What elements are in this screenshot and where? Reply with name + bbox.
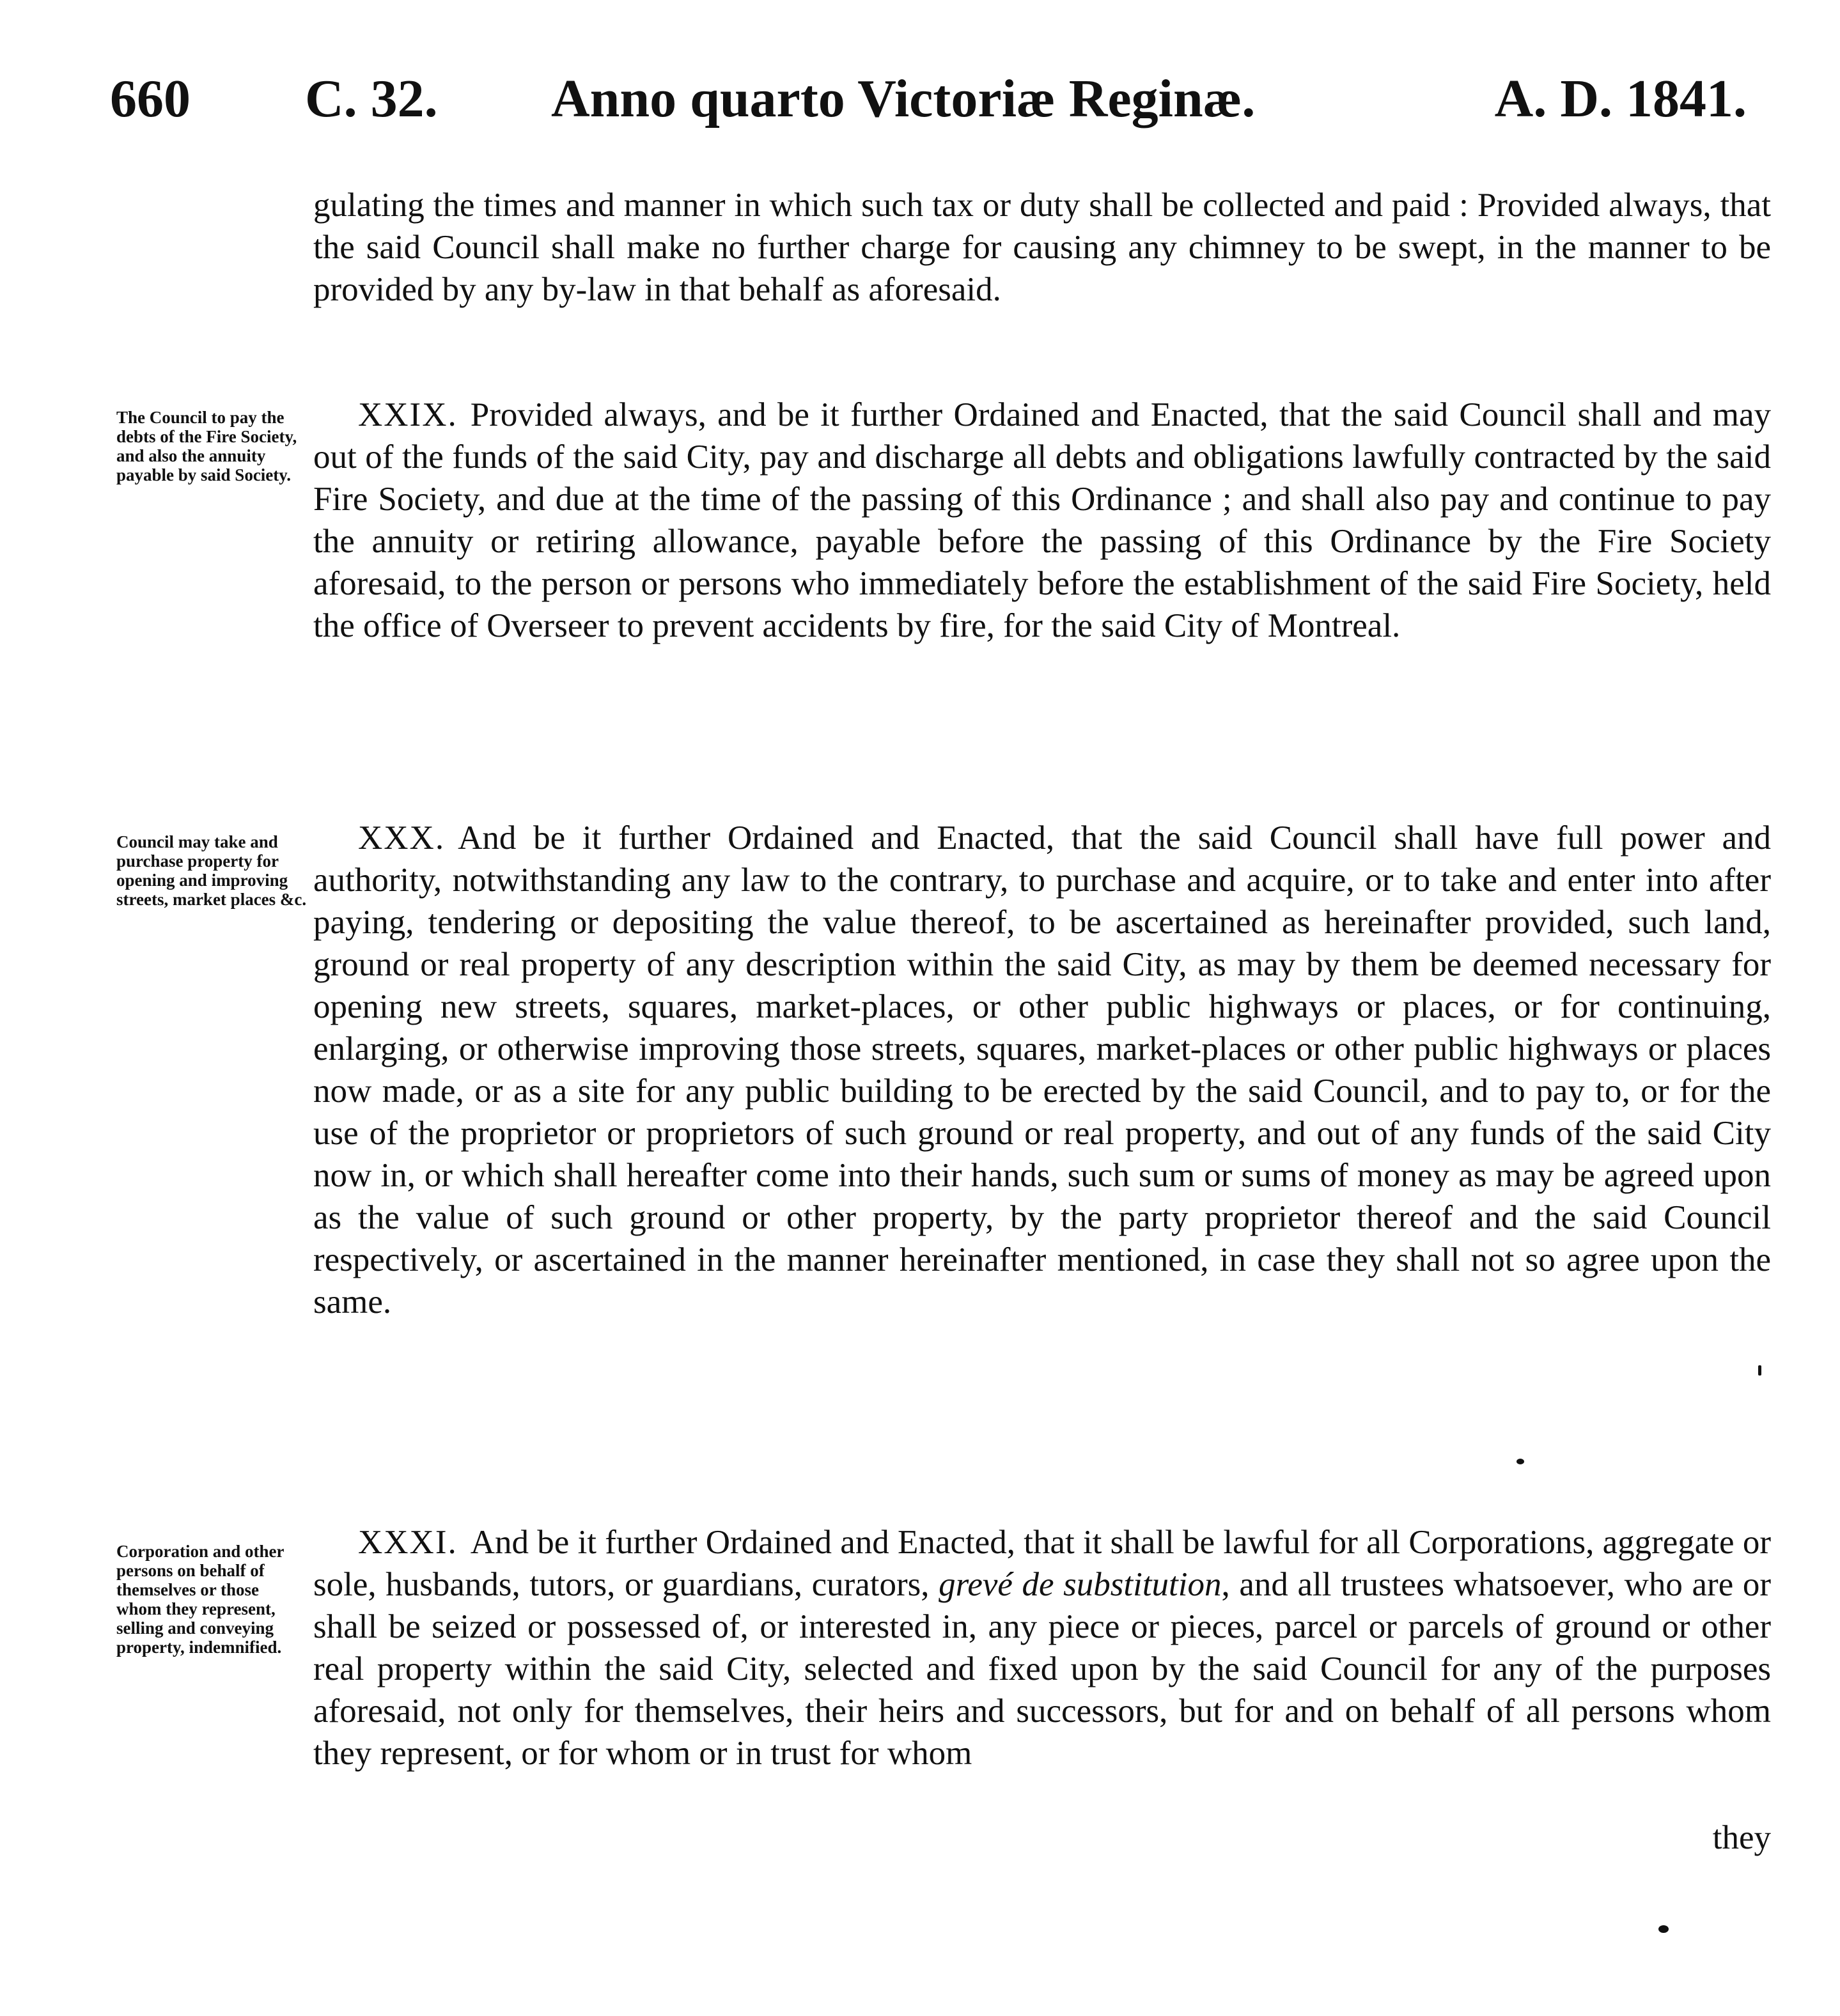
- catchword: they: [1712, 1819, 1771, 1856]
- section-xxix: [313, 394, 1771, 647]
- continuation-text: gulating the times and manner in which such tax or duty shall be collected and paid : Provided always, that the said Council shall make no further charge for causing any chimney to be swept, in the manner to be provided by any by-law in that behalf as aforesaid.: [313, 187, 1771, 308]
- section-xxxi: [313, 1521, 1771, 1856]
- section-xxix-paragraph: [313, 394, 1771, 647]
- ink-speck: [1758, 1365, 1761, 1376]
- section-text: And be it further Ordained and Enacted, that it shall be lawful for all Corporations, aggregate or sole, husbands, tutors, or guardians, curators,: [313, 1524, 1771, 1603]
- section-text-continued: , and all trustees whatsoever, who are or shall be seized or possessed of, or interested in, any piece or pieces, parcel or parcels of ground or other real property within the said City, selected and fixed upon by the said Council for any of the purposes aforesaid, not only for themselves, their heirs and successors, but for and on behalf of all persons whom they represent, or for whom or in trust for whom: [313, 1566, 1771, 1772]
- section-xxx: [313, 817, 1771, 1323]
- section-text: Provided always, and be it further Ordained and Enacted, that the said Council shall and may out of the funds of the said City, pay and discharge all debts and obligations lawfully contracted by the said Fire Society, and due at the time of the passing of this Ordinance ; and shall also pay and continue to pay the annuity or retiring allowance, payable before the passing of this Ordinance by the Fire Society aforesaid, to the person or persons who immediately before the establishment of the said Fire Society, held the office of Overseer to prevent accidents by fire, for the said City of Montreal.: [313, 396, 1771, 644]
- continuation-paragraph: [313, 184, 1771, 311]
- ink-speck: [1516, 1459, 1524, 1464]
- margin-note-xxx: Council may take and purchase property for opening and improving streets, market places &c.: [116, 832, 307, 909]
- section-number: XXXI.: [358, 1524, 458, 1561]
- page-number: 660: [110, 69, 191, 128]
- page-header: [110, 64, 1747, 134]
- section-number: XXIX.: [358, 396, 458, 433]
- margin-note-xxix: The Council to pay the debts of the Fire Society, and also the annuity payable by said Society.: [116, 408, 297, 485]
- running-title: Anno quarto Victoriæ Reginæ.: [551, 69, 1256, 128]
- chapter-number: C. 32.: [305, 69, 438, 128]
- year-label: A. D. 1841.: [1494, 69, 1747, 128]
- section-text: And be it further Ordained and Enacted, that the said Council shall have full power and authority, notwithstanding any law to the contrary, to purchase and acquire, or to take and enter into after paying, tendering or depositing the value thereof, to be ascertained as hereinafter provided, such land, ground or real property of any description within the said City, as may by them be deemed necessary for opening new streets, squares, market-places, or other public highways or places, or for continuing, enlarging, or otherwise improving those streets, squares, market-places or other public highways or places now made, or as a site for any public building to be erected by the said Council, and to pay to, or for the use of the proprietor or proprietors of such ground or real property, and out of any funds of the said City now in, or which shall hereafter come into their hands, such sum or sums of money as may be agreed upon as the value of such ground or other property, by the party proprietor thereof and the said Council respectively, or ascertained in the manner hereinafter mentioned, in case they shall not so agree upon the same.: [313, 819, 1771, 1321]
- section-number: XXX.: [358, 819, 446, 857]
- italic-phrase: grevé de substitution: [939, 1566, 1222, 1603]
- ink-speck: [1658, 1925, 1669, 1933]
- section-xxxi-paragraph: [313, 1521, 1771, 1774]
- margin-note-xxxi: Corporation and other persons on behalf of themselves or those whom they represent, selling and conveying property, indemnified.: [116, 1542, 285, 1657]
- section-xxx-paragraph: [313, 817, 1771, 1323]
